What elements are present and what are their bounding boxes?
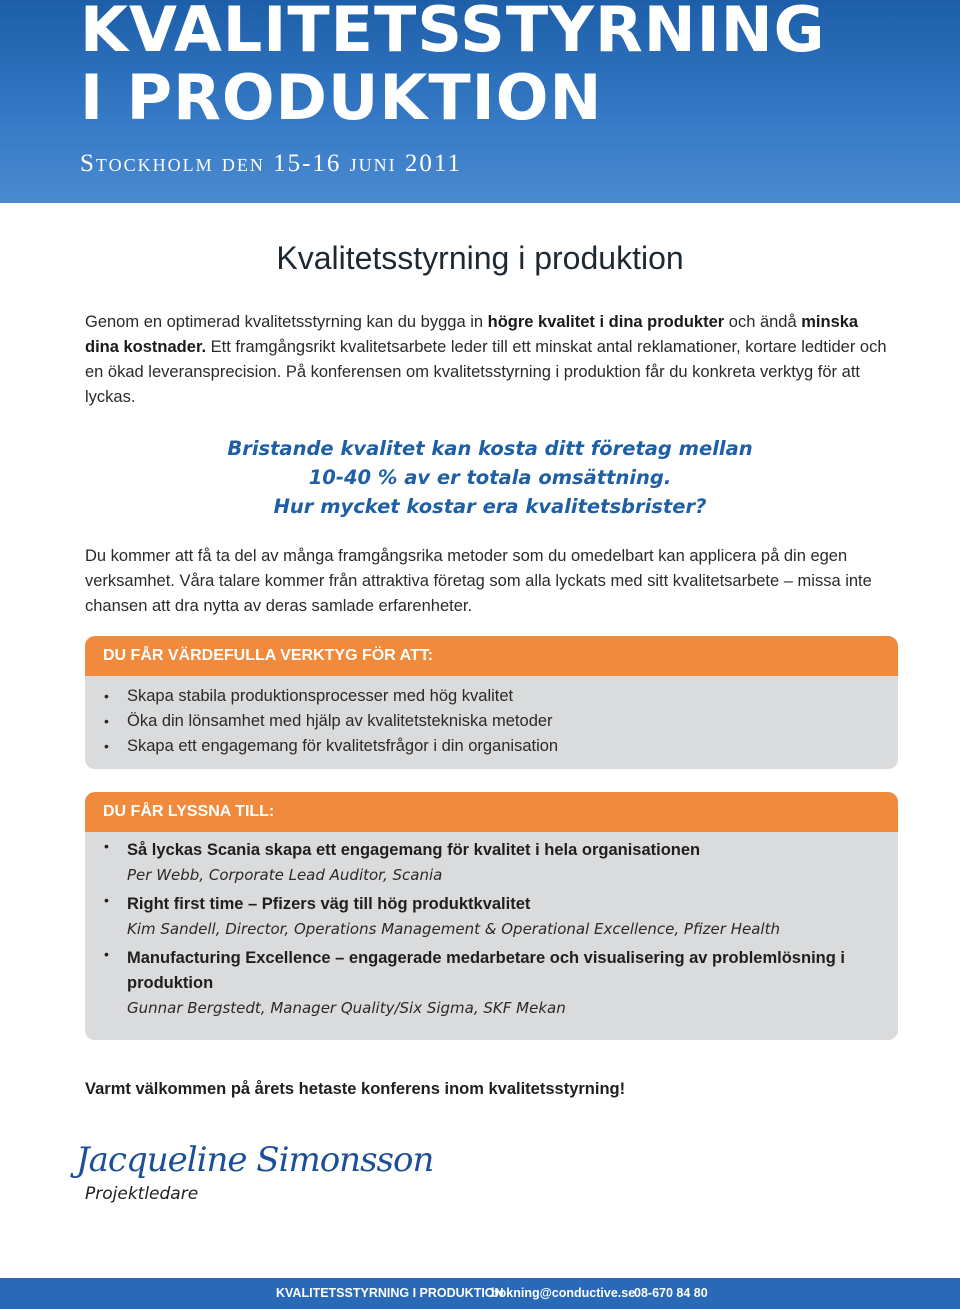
speakers-box: [85, 792, 898, 1040]
tools-item-text: Skapa ett engagemang för kvalitetsfrågor i din organisation: [127, 737, 559, 755]
footer-phone: 08-670 84 80: [634, 1286, 708, 1300]
tools-box: [85, 636, 898, 769]
highlight-line-2: 10-40 % av er totala omsättning.: [308, 466, 672, 489]
tools-list-item: [85, 684, 898, 709]
bullet-icon: •: [104, 946, 109, 962]
footer-bar: [0, 1278, 960, 1309]
tools-box-heading: DU FÅR VÄRDEFULLA VERKTYG FÖR ATT:: [85, 636, 898, 676]
talk-title: Right first time – Pfizers väg till hög produktkvalitet: [127, 895, 531, 913]
talk-title: Manufacturing Excellence – engagerade medarbetare och visualisering av problemlösning i produktion: [127, 949, 845, 992]
banner-title-line1: KVALITETSSTYRNING: [80, 0, 826, 66]
speaker-name: Gunnar Bergstedt, Manager Quality/Six Sigma, SKF Mekan: [127, 999, 566, 1017]
highlight-line-1: Bristande kvalitet kan kosta ditt företag mellan: [227, 437, 753, 460]
intro-bold-1: högre kvalitet i dina produkter: [487, 313, 725, 331]
tools-item-text: Öka din lönsamhet med hjälp av kvalitetstekniska metoder: [127, 712, 553, 730]
banner-title: [80, 0, 826, 132]
speaker-item: [85, 838, 898, 888]
banner-subtitle: Stockholm den 15-16 juni 2011: [80, 150, 462, 177]
talk-title: Så lyckas Scania skapa ett engagemang för kvalitet i hela organisationen: [127, 841, 701, 859]
speaker-item: [85, 892, 898, 942]
speaker-item: [85, 946, 898, 1021]
highlight-line-3: Hur mycket kostar era kvalitetsbrister?: [273, 495, 707, 518]
intro-paragraph: [85, 310, 890, 410]
footer-conference-name: KVALITETSSTYRNING I PRODUKTION: [276, 1286, 504, 1300]
tools-list-item: [85, 734, 898, 759]
banner-title-line2: I PRODUKTION: [80, 61, 603, 134]
intro-text-2: och ändå: [724, 313, 802, 331]
header-banner: [0, 0, 960, 203]
signature: Jacqueline Simonsson: [76, 1140, 434, 1180]
speakers-box-heading: DU FÅR LYSSNA TILL:: [85, 792, 898, 832]
speaker-name: Per Webb, Corporate Lead Auditor, Scania: [127, 866, 443, 884]
bullet-icon: •: [104, 838, 109, 854]
tools-list: [85, 676, 898, 759]
welcome-text: Varmt välkommen på årets hetaste konferens inom kvalitetsstyrning!: [85, 1080, 626, 1098]
speaker-name: Kim Sandell, Director, Operations Management & Operational Excellence, Pfizer Health: [127, 920, 780, 938]
intro-bold-2: minska dina kostnader.: [85, 313, 859, 356]
bullet-icon: •: [104, 892, 109, 908]
page-title: Kvalitetsstyrning i produktion: [276, 240, 684, 276]
bullet-icon: •: [104, 713, 109, 729]
intro-text-1: Genom en optimerad kvalitetsstyrning kan du bygga in: [85, 313, 488, 331]
signature-role: Projektledare: [85, 1184, 199, 1204]
intro-text-3: Ett framgångsrikt kvalitetsarbete leder till ett minskat antal reklamationer, kortare ledtider och en ökad leveransprecision. På konferensen om kvalitetsstyrning i produktion får du konkreta verktyg för att lyckas.: [85, 338, 887, 406]
footer-email[interactable]: bokning@conductive.se: [491, 1286, 636, 1300]
bullet-icon: •: [104, 738, 109, 754]
speakers-list: [85, 832, 898, 1021]
tools-list-item: [85, 709, 898, 734]
body-paragraph: Du kommer att få ta del av många framgångsrika metoder som du omedelbart kan applicera på din egen verksamhet. Våra talare kommer från attraktiva företag som alla lyckats med sitt kvalitetsarbete – missa inte chansen att dra nytta av deras samlade erfarenheter.: [85, 547, 872, 615]
bullet-icon: •: [104, 688, 109, 704]
highlight-quote: [0, 434, 960, 521]
tools-item-text: Skapa stabila produktionsprocesser med hög kvalitet: [127, 687, 514, 705]
